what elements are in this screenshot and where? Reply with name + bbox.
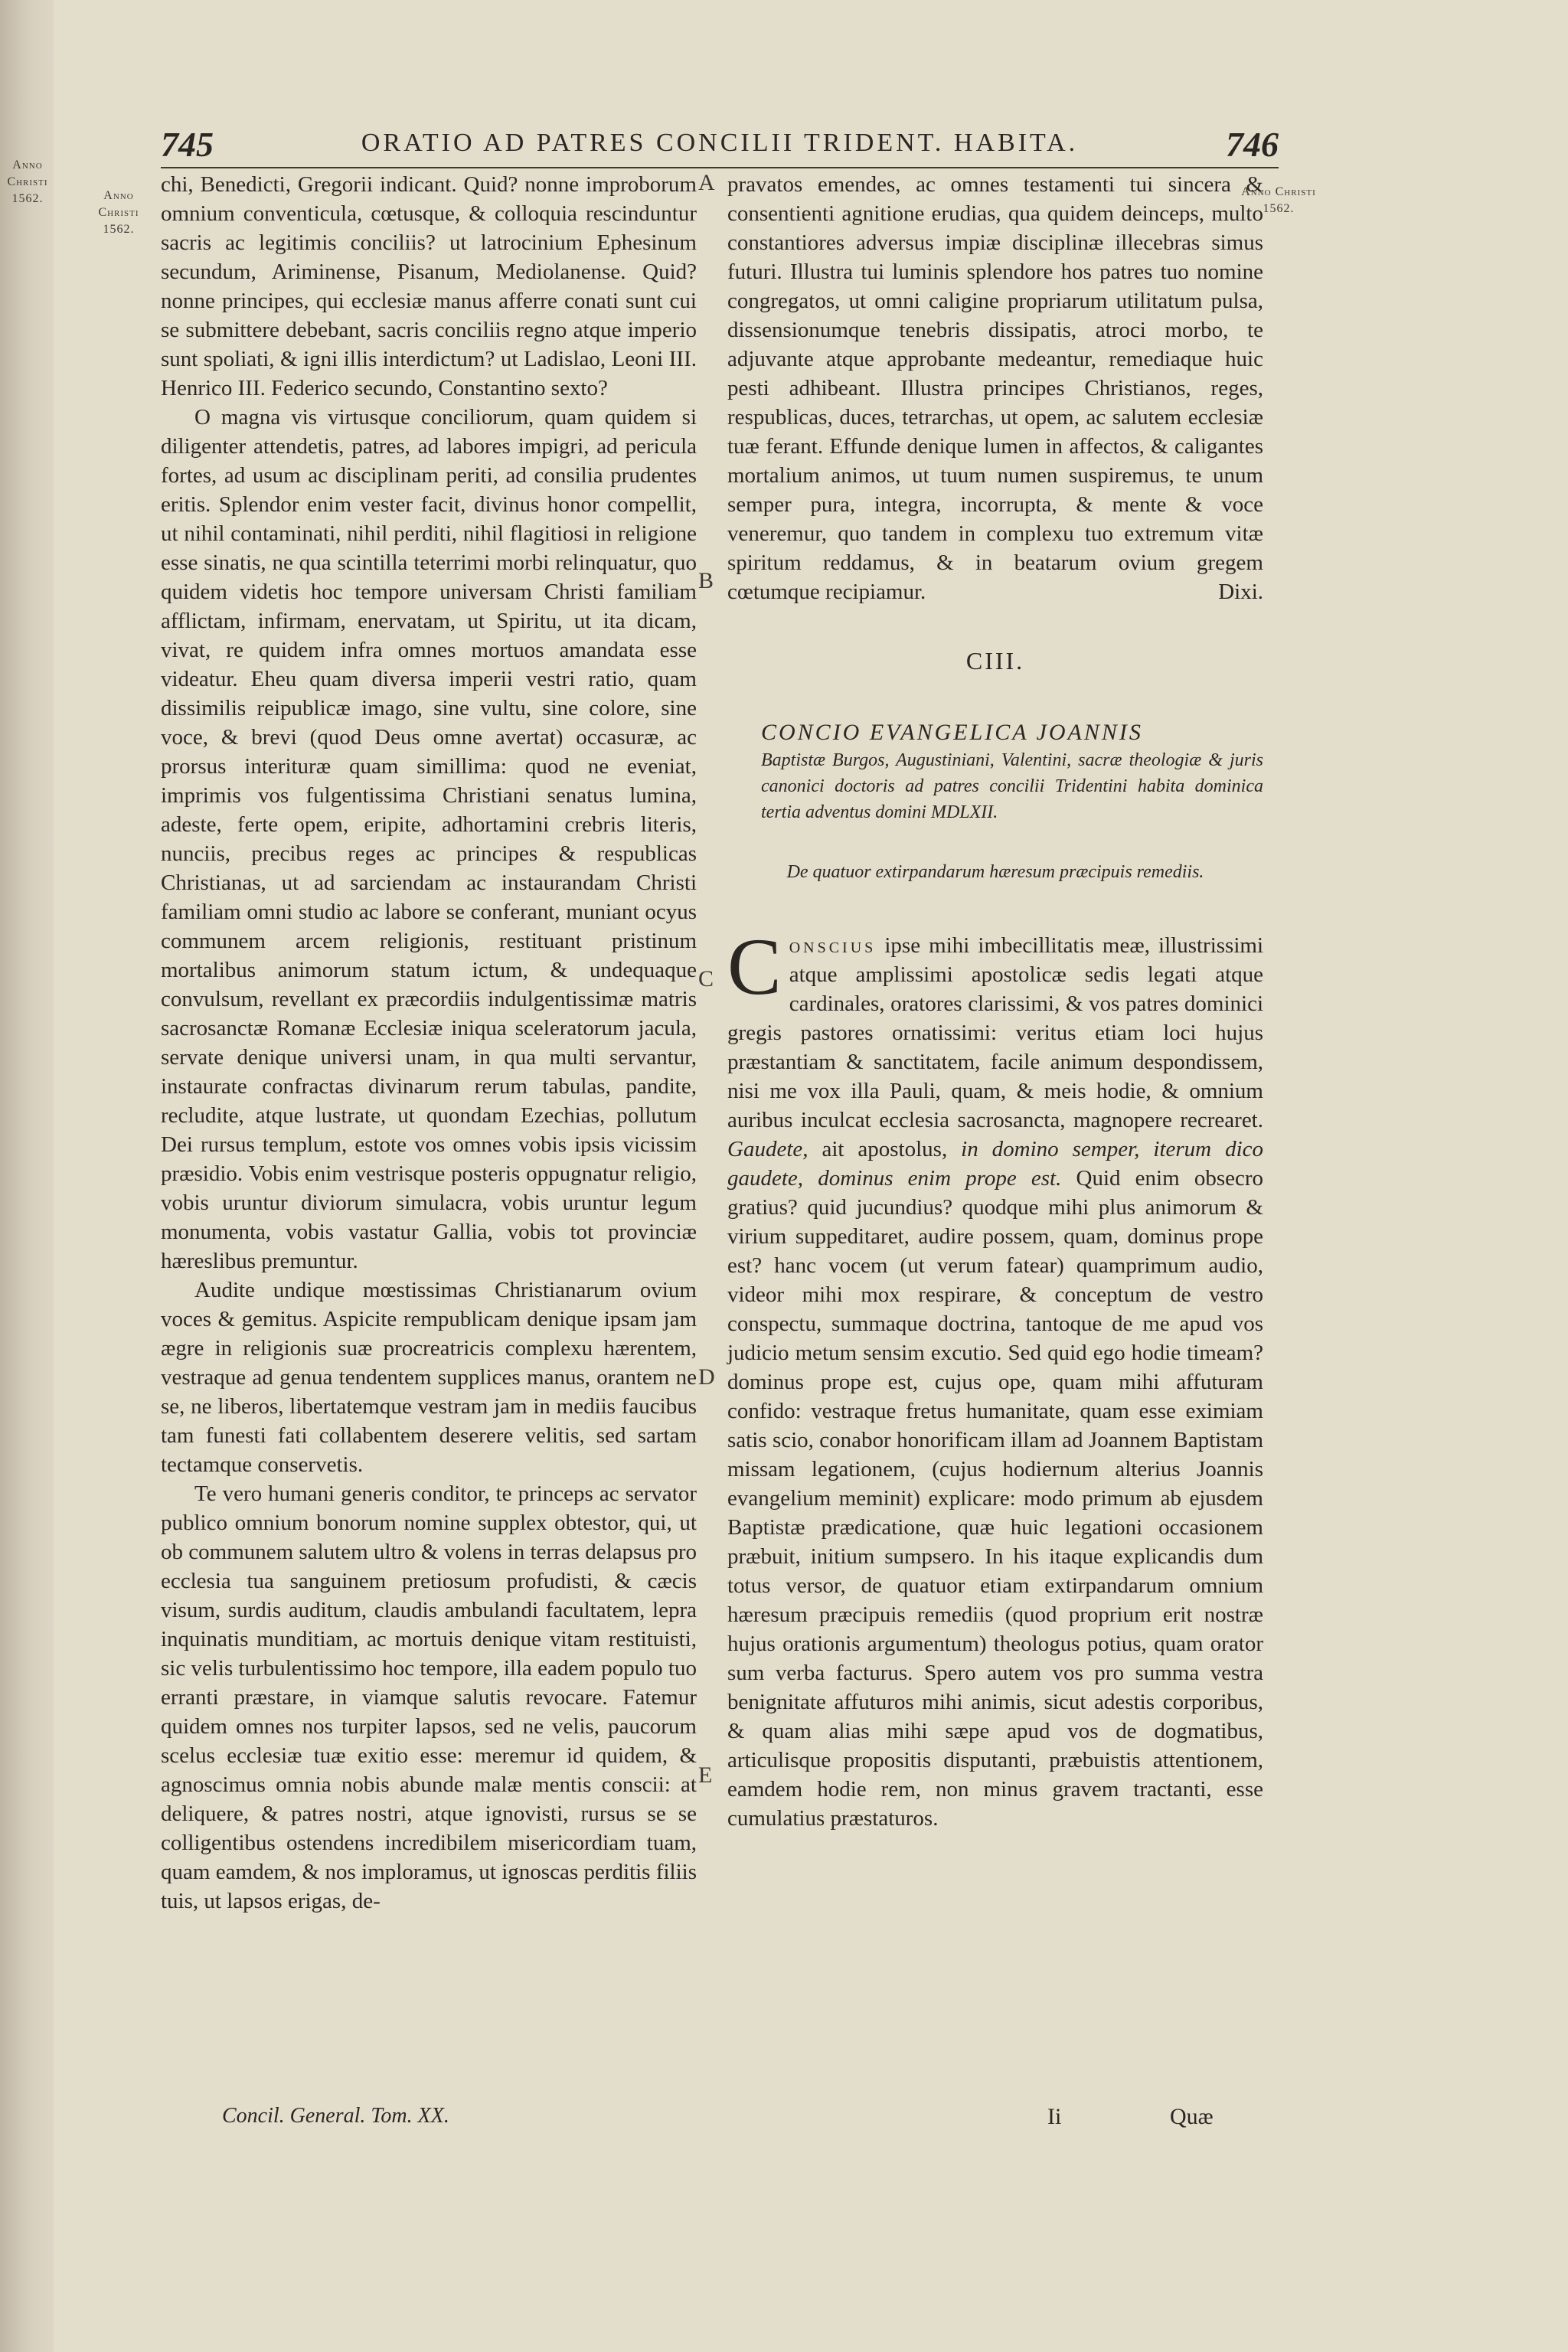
quote-text: Gaudete,: [727, 1137, 808, 1161]
right-paragraph: [727, 170, 1263, 606]
section-letter-b: B: [698, 568, 714, 593]
signature-mark: Ii: [1047, 2104, 1062, 2129]
right-column: [727, 170, 1263, 1833]
right-paragraph: [727, 922, 1264, 1833]
margin-note-left: Anno Christi 1562.: [98, 189, 139, 236]
concio-subtitle: Baptistæ Burgos, Augustiniani, Valentini, sacræ theologiæ & juris canonici doctoris ad patres concilii Tridentini habita dominica tertia adventus domini MDLXII.: [761, 750, 1263, 822]
section-letter-c: C: [698, 966, 714, 991]
concio-heading: De quatuor extirpandarum hæresum præcipuis remediis.: [786, 862, 1204, 882]
quote-connector: ait apostolus,: [808, 1137, 962, 1161]
catchword: Quæ: [1170, 2104, 1214, 2129]
concio-title: CONCIO EVANGELICA JOANNIS: [761, 720, 1143, 745]
sermon-text: ipse mihi imbecillitatis meæ, illustrissimi atque amplissimi apostolicæ sedis legati atque cardinales, oratores clarissimi, & vos patres dominici gregis pastores ornatissimi: veritus etiam loci hujus præstantiam & sanctitatem, facile animum despondissem, nisi me vox illa Pauli, quam, & meis hodie, & omnium auribus inculcat ecclesia sacrosancta, magnopere recrearet.: [727, 933, 1263, 1132]
page-number-left: 745: [161, 125, 214, 164]
quote-text: in domino semper, iterum dico gaudete, dominus enim prope est.: [727, 1137, 1263, 1191]
left-column: [161, 170, 697, 1916]
drop-cap: C: [727, 922, 782, 1011]
header-rule: [161, 167, 1279, 168]
section-letter-a: A: [698, 170, 715, 195]
margin-note-edge: Anno Christi 1562.: [7, 158, 48, 205]
left-paragraph: chi, Benedicti, Gregorii indicant. Quid? nonne improborum omnium conventicula, cœtusque, & colloquia rescinduntur sacris ac legitimis conciliis? ut latrocinium Ephesinum secundum, Ariminense, Pisanum, Mediolanense. Quid? nonne principes, qui ecclesiæ manus afferre conati sunt cui se submittere debebant, sacris conciliis regno atque imperio sunt spoliati, & igni illis interdictum? ut Ladislao, Leoni III. Henrico III. Federico secundo, Constantino sexto?: [161, 172, 697, 400]
footer-volume: Concil. General. Tom. XX.: [222, 2104, 449, 2128]
left-paragraph: Audite undique mœstissimas Christianarum ovium voces & gemitus. Aspicite rempublicam denique ipsam jam ægre in religionis suæ procreatricis complexu hærentem, vestraque ad genua tendentem supplices manus, orantem ne se, ne liberos, libertatemque vestram jam in mediis faucibus tam funesti fati collabentem deserere velitis, sed sartam tectamque conservetis.: [161, 1278, 697, 1477]
section-letter-d: D: [698, 1364, 715, 1390]
left-paragraph: Te vero humani generis conditor, te princeps ac servator publico omnium bonorum nomine supplex obtestor, qui, ut ob communem salutem ultro & volens in terras delapsus pro ecclesia tua sanguinem pretiosum profudisti, & cæcis visum, surdis auditum, claudis ambulandi facultatem, lepra inquinatis munditiam, ac mortuis denique vitam restituisti, sic velis turbulentissimo hoc tempore, illa eadem populo tuo erranti præstare, in viamque salutis revocare. Fatemur quidem omnes nos turpiter lapsos, sed ne velis, paucorum scelus ecclesiæ tuæ exitio esse: meremur id quidem, & agnoscimus omnia nobis abunde malæ mentis conscii: at deliquere, & patres nostri, atque ignovisti, rursus se se colligentibus ostendens incredibilem misericordiam tuam, quam eamdem, & nos imploramus, ut ignoscas perditis filiis tuis, ut lapsos erigas, de-: [161, 1481, 697, 1913]
margin-note-right: Anno Christi 1562.: [1241, 185, 1316, 215]
dixi-text: Dixi.: [1218, 580, 1263, 604]
section-number: CIII.: [965, 647, 1025, 675]
opening-word: onscius: [789, 933, 877, 958]
binding-gutter: [0, 0, 54, 2352]
left-paragraph: O magna vis virtusque conciliorum, quam quidem si diligenter attendetis, patres, ad labores impigri, ad pericula fortes, ad usum ac disciplinam periti, ad consilia prudentes eritis. Splendor enim vester facit, divinus honor compellit, ut nihil contaminati, nihil perditi, nihil flagitiosi in religione esse sinatis, ne qua scintilla teterrimi morbi relinquatur, quo quidem videtis hoc tempore universam Christi familiam afflictam, infirmam, enervatam, ut Spiritu, ut ita dicam, vivat, re quidem infra omnes mortuos amandata esse videatur. Eheu quam diversa imperii vestri ratio, quam dissimilis reipublicæ imago, sine vultu, sine colore, sine voce, & brevi (quod Deus omne avertat) occasuræ, ac prorsus interituræ quam simillima: quod ne eveniat, imprimis vos fulgentissima Christiani senatus lumina, adeste, ferte opem, eripite, adhortamini crebris literis, nunciis, precibus reges ac principes & respublicas Christianas, ut ad sarciendam ac instaurandam Christi familiam omni studio ac labore se conferant, muniant ocyus communem arcem religionis, restituant pristinum mortalibus animorum statum ictum, & undequaque convulsum, revellant ex præcordiis indulgentissimæ matris sacrosanctæ Romanæ Ecclesiæ iniqua sceleratorum jacula, servate denique universi unam, in qua multi servantur, instaurate confractas divinarum rerum tabulas, pandite, recludite, atque lustrate, ut quondam Ezechias, pollutum Dei rursus templum, estote vos omnes vobis ipsis vicissim præsidio. Vobis enim vestrisque posteris oppugnatur religio, vobis uruntur diviorum simulacra, vobis uruntur legum monumenta, vobis vastatur Gallia, vobis tot provinciæ hæreslibus premuntur.: [161, 405, 697, 1273]
running-header: [161, 124, 1279, 170]
running-title: ORATIO AD PATRES CONCILII TRIDENT. HABITA.: [361, 129, 1079, 157]
section-letter-e: E: [698, 1762, 713, 1788]
sermon-text: Quid enim obsecro gratius? quid jucundius? quodque mihi plus animorum & virium suppeditaret, audire possem, quam, dominus prope est? hanc vocem (ut verum fatear) quamprimum audio, videor mihi mox respirare, & conceptum de vestro conspectu, summaque doctrina, tantoque de me apud vos judicio metum sensim excutio. Sed quid ego hodie timeam? dominus prope est, cujus ope, quam mihi affuturam confido: vestraque fretus humanitate, quam esse eximiam satis scio, conabor honorificam illam ad Joannem Baptistam missam legationem, (cujus hodiernum alterius Joannis evangelium meminit) explicare: modo primum ab ejusdem Baptistæ prædicatione, quæ huic legationi occasionem præbuit, initium sumpsero. In his itaque explicandis dum totus versor, de quatuor etiam extirpandarum omnium hæresum præcipuis remediis (quod proprium erit nostræ hujus orationis argumentum) theologus potius, quam orator sum verba facturus. Spero autem vos pro summa vestra benignitate affuturos mihi animis, sicut adestis corporibus, & quam alias mihi sæpe apud vos de dogmatibus, articulisque propositis disputanti, præbuistis attentionem, eamdem hodie rem, non minus gravem tractanti, esse cumulatius præstaturos.: [727, 1166, 1264, 1831]
closing-prayer-text: pravatos emendes, ac omnes testamenti tui sincera & consentienti agnitione erudias, qua quidem deinceps, multo constantiores adversus impiæ disciplinæ illecebras simus futuri. Illustra tui luminis splendore hos patres tuo nomine congregatos, ut omni caligine propriarum utilitatum pulsa, dissensionumque tenebris dissipatis, atroci morbo, te adjuvante atque approbante medeantur, remediaque huic pesti adhibeant. Illustra principes Christianos, reges, respublicas, duces, tetrarchas, ut opem, ac salutem ecclesiæ tuæ ferant. Effunde denique lumen in affectos, & caligantes mortalium animos, ut tuum numen suspiremus, te unum semper pura, integra, incorrupta, & mente & voce veneremur, quo tandem in complexu tuo extremum vitæ spiritum reddamus, & in beatarum ovium gregem cœtumque recipiamur.: [727, 172, 1263, 604]
page-number-right: 746: [1226, 125, 1279, 164]
